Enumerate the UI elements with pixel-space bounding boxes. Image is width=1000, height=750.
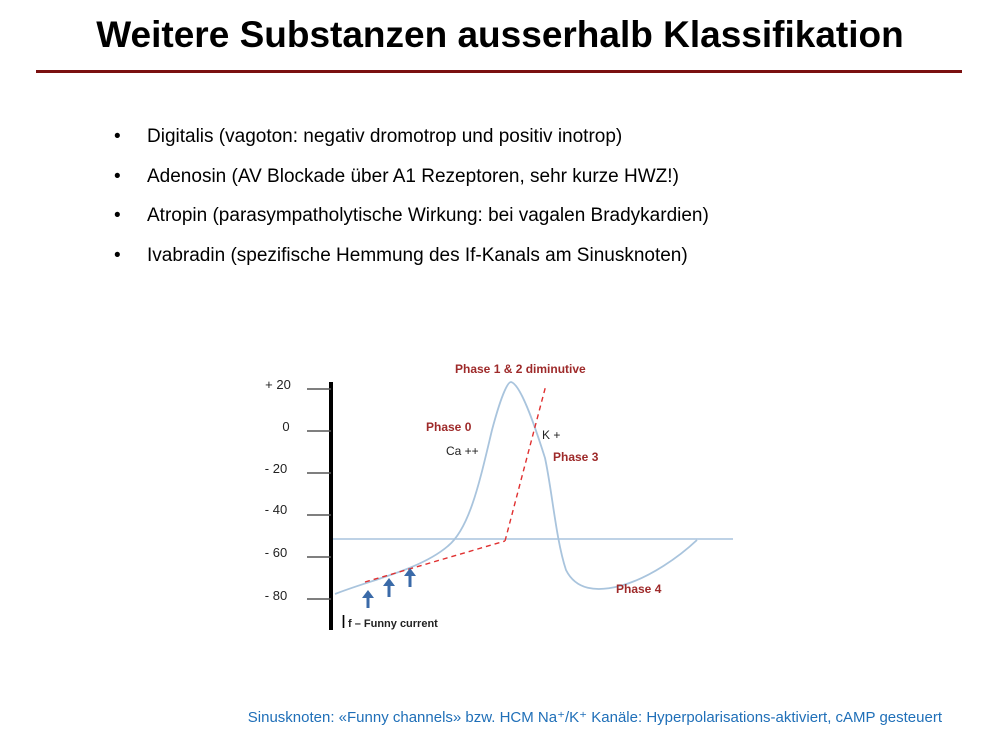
bullet-adenosin: • Adenosin (AV Blockade über A1 Rezeptoren, sehr kurze HWZ!) — [112, 167, 709, 187]
bullet-atropin: • Atropin (parasympatholytische Wirkung: bei vagalen Bradykardien) — [112, 206, 709, 226]
funny-current-label: f – Funny current — [348, 618, 438, 630]
phase3-label: Phase 3 — [553, 450, 599, 464]
bullet-digitalis: • Digitalis (vagoton: negativ dromotrop und positiv inotrop) — [112, 127, 709, 147]
up-arrow-icon — [362, 590, 374, 598]
upstroke-slope-dashed — [505, 385, 546, 541]
slide-title: Weitere Substanzen ausserhalb Klassifikation — [96, 14, 904, 55]
phase0-label: Phase 0 — [426, 420, 472, 434]
tick-label: + 20 — [265, 377, 291, 392]
calcium-label: Ca ++ — [446, 444, 479, 458]
phase4-label: Phase 4 — [616, 582, 662, 596]
footer-note: Sinusknoten: «Funny channels» bzw. HCM Na⁺/K⁺ Kanäle: Hyperpolarisations-aktiviert, cAMP gesteuert — [247, 709, 942, 726]
up-arrow-icon — [383, 578, 395, 586]
funny-current-arrows — [362, 568, 416, 608]
bullet-ivabradin: • Ivabradin (spezifische Hemmung des If-Kanals am Sinusknoten) — [112, 246, 709, 266]
tick-label: - 20 — [264, 461, 288, 476]
tick-label: - 80 — [264, 588, 288, 603]
tick-label: - 40 — [264, 502, 288, 517]
tick-label: - 60 — [264, 545, 288, 560]
potassium-label: K + — [542, 428, 561, 442]
action-potential-curve — [335, 382, 697, 594]
phase12-label: Phase 1 & 2 diminutive — [455, 362, 586, 376]
tick-label: 0 — [282, 419, 290, 434]
funny-current-symbol: I — [341, 612, 347, 632]
diastolic-slope-dashed — [365, 541, 505, 582]
